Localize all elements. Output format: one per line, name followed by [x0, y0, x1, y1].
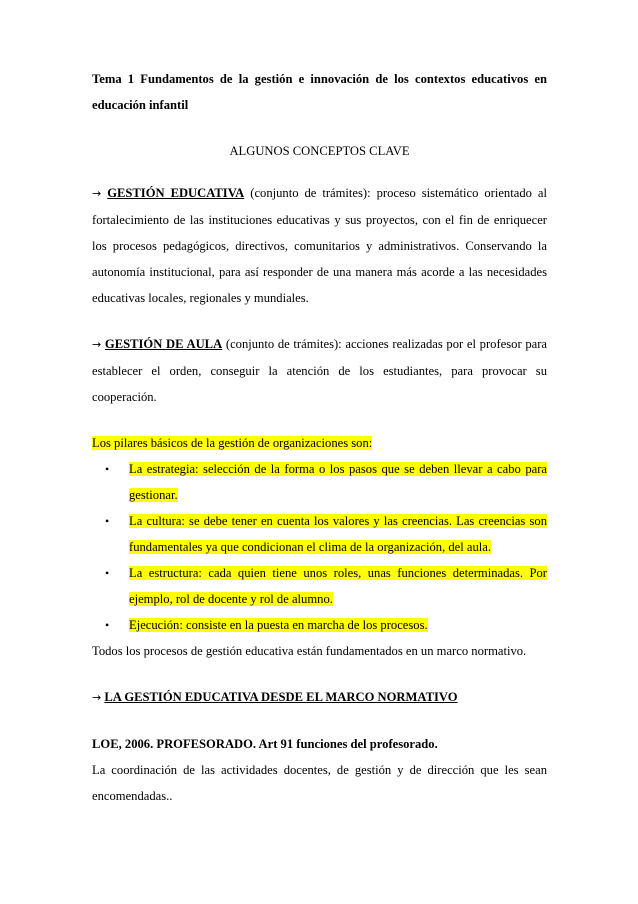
- pilar-text: La cultura: se debe tener en cuenta los valores y las creencias. Las creencias son fundamentales ya que condicionan el clima de la organización, del aula.: [129, 514, 547, 554]
- arrow-icon: →: [92, 691, 102, 704]
- bullet-icon: •: [105, 462, 110, 476]
- pilar-text: La estructura: cada quien tiene unos roles, unas funciones determinadas. Por ejemplo, rol de docente y rol de alumno.: [129, 566, 547, 606]
- bullet-icon: •: [105, 566, 110, 580]
- list-item: [92, 508, 547, 560]
- document-title: Tema 1 Fundamentos de la gestión e innovación de los contextos educativos en educación infantil: [92, 72, 547, 112]
- section-heading: ALGUNOS CONCEPTOS CLAVE: [229, 144, 410, 158]
- gestion-educativa-paragraph: [92, 180, 547, 311]
- list-item: [92, 612, 547, 638]
- list-item: [92, 560, 547, 612]
- pilares-intro-text: Los pilares básicos de la gestión de organizaciones son:: [92, 436, 373, 450]
- list-item: [92, 456, 547, 508]
- loe-heading: LOE, 2006. PROFESORADO. Art 91 funciones del profesorado.: [92, 737, 438, 751]
- gestion-aula-term: GESTIÓN DE AULA: [104, 337, 223, 351]
- marco-heading-paragraph: [92, 684, 547, 711]
- gestion-educativa-text: (conjunto de trámites): proceso sistemático orientado al fortalecimiento de las instituciones educativas y sus proyectos, con el fin de enriquecer los procesos pedagógicos, directivos, comunitarios y administrativos. Conservando la autonomía institucional, para así responder de una manera más acorde a las necesidades educativas locales, regionales y mundiales.: [92, 186, 547, 305]
- arrow-icon: →: [92, 338, 102, 351]
- loe-text: La coordinación de las actividades docentes, de gestión y de dirección que les sean encomendadas..: [92, 763, 547, 803]
- pilares-intro: [92, 430, 547, 456]
- pilares-list: [92, 456, 547, 638]
- document-body: [92, 66, 547, 809]
- bullet-icon: •: [105, 618, 110, 632]
- gestion-aula-paragraph: [92, 331, 547, 410]
- gestion-educativa-term: GESTIÓN EDUCATIVA: [107, 186, 245, 200]
- pilar-text: La estrategia: selección de la forma o los pasos que se deben llevar a cabo para gestionar.: [129, 462, 547, 502]
- gestion-aula-text: (conjunto de trámites): acciones realizadas por el profesor para establecer el orden, conseguir la atención de los estudiantes, para provocar su cooperación.: [92, 337, 547, 404]
- marco-text: Todos los procesos de gestión educativa están fundamentados en un marco normativo.: [92, 644, 527, 658]
- arrow-icon: →: [92, 187, 102, 200]
- marco-heading: LA GESTIÓN EDUCATIVA DESDE EL MARCO NORMATIVO: [104, 690, 458, 704]
- bullet-icon: •: [105, 514, 110, 528]
- pilar-text: Ejecución: consiste en la puesta en marcha de los procesos.: [129, 618, 428, 632]
